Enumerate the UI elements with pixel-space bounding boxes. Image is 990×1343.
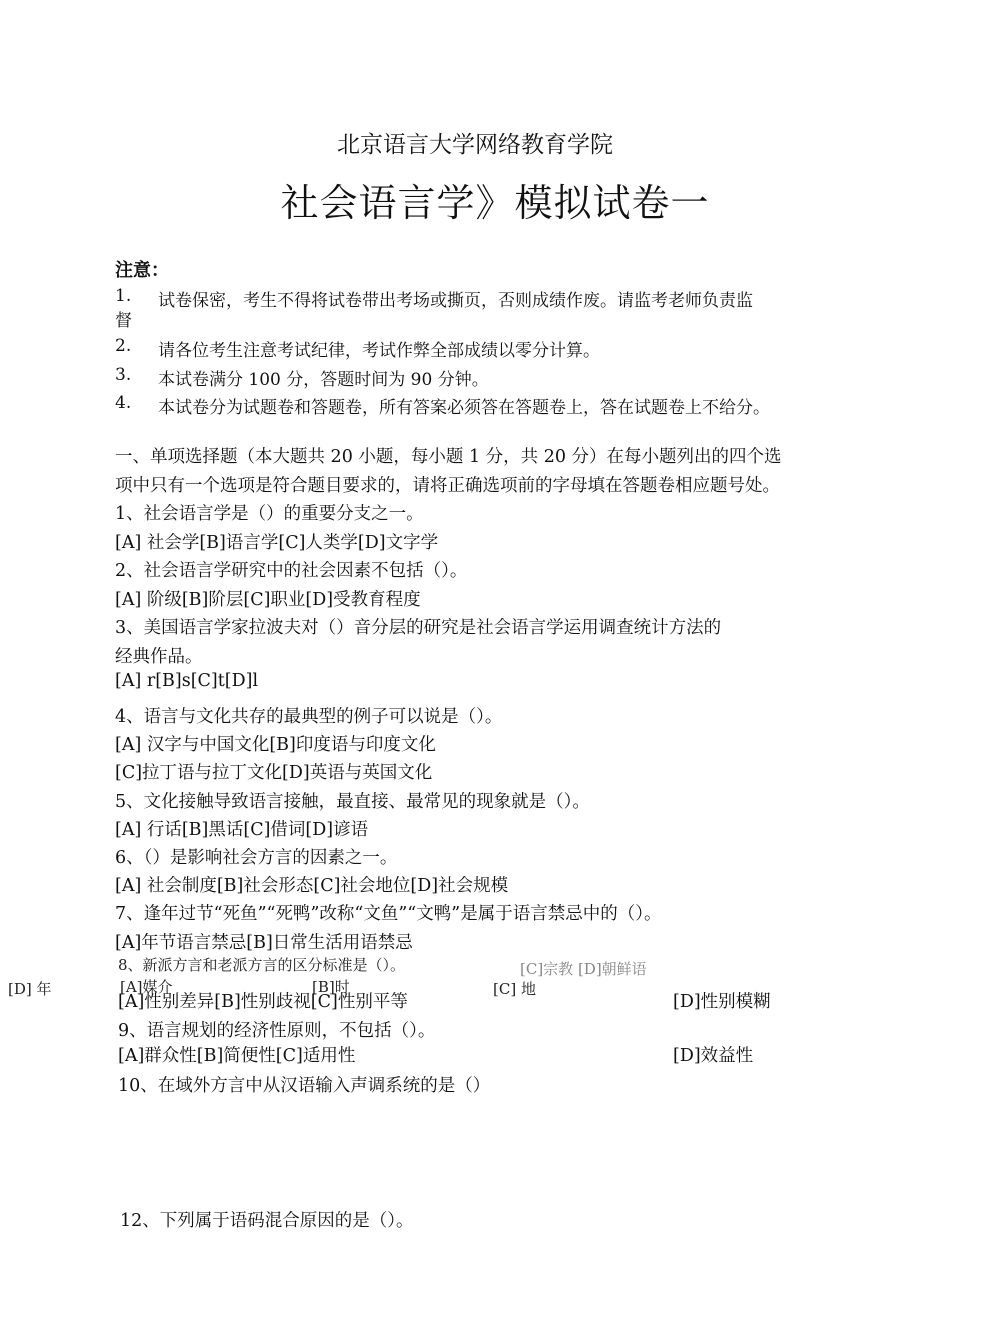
question-8-overlap: 8、新派方言和老派方言的区分标准是（）。 <box>118 956 406 974</box>
question-12: 12、下列属于语码混合原因的是（）。 <box>120 1211 414 1231</box>
exam-title: 社会语言学》模拟试卷一 <box>280 181 710 225</box>
question-9-option-d: [D]效益性 <box>673 1046 754 1066</box>
notice-heading: 注意： <box>115 260 169 281</box>
notice-item-number: 2. <box>115 336 132 356</box>
question-4-options: [C]拉丁语与拉丁文化[D]英语与英国文化 <box>115 763 433 783</box>
question-1: 1、社会语言学是（）的重要分支之一。 <box>115 504 424 524</box>
question-4: 4、语言与文化共存的最典型的例子可以说是（）。 <box>115 707 503 727</box>
question-4-options: [A] 汉字与中国文化[B]印度语与印度文化 <box>115 735 436 755</box>
notice-item-text: 试卷保密，考生不得将试卷带出考场或撕页，否则成绩作废。请监考老师负责监 <box>158 291 753 311</box>
section-intro: 一、单项选择题（本大题共 20 小题，每小题 1 分，共 20 分）在每小题列出的四个选 <box>115 447 782 467</box>
notice-item-wrap: 督 <box>115 311 132 331</box>
question-9-options: [A]群众性[B]简便性[C]适用性 <box>118 1046 356 1066</box>
section-intro: 项中只有一个选项是符合题目要求的，请将正确选项前的字母填在答题卷相应题号处。 <box>115 476 780 496</box>
overlap-options: [C]宗教 [D]朝鲜语 <box>520 960 647 978</box>
notice-item-number: 3. <box>115 365 132 385</box>
notice-item-number: 1. <box>115 286 132 306</box>
overlap-fragment: [A]媒介 <box>120 978 173 996</box>
question-2-options: [A] 阶级[B]阶层[C]职业[D]受教育程度 <box>115 590 421 610</box>
question-8-option-d: [D]性别模糊 <box>673 992 771 1012</box>
question-7: 7、逢年过节“死鱼”“死鸭”改称“文鱼”“文鸭”是属于语言禁忌中的（）。 <box>115 904 662 924</box>
question-8-options: [A]性别差异[B]性别歧视[C]性别平等 <box>118 992 408 1012</box>
notice-item-text: 本试卷分为试题卷和答题卷，所有答案必须答在答题卷上，答在试题卷上不给分。 <box>158 398 770 418</box>
question-5: 5、文化接触导致语言接触，最直接、最常见的现象就是（）。 <box>115 792 590 812</box>
question-9: 9、语言规划的经济性原则，不包括（）。 <box>118 1021 436 1041</box>
overlap-fragment: [D] 年 <box>8 980 52 998</box>
question-3: 3、美国语言学家拉波夫对（）音分层的研究是社会语言学运用调查统计方法的 <box>115 618 722 638</box>
notice-item-number: 4. <box>115 393 132 413</box>
overlap-fragment: [C] 地 <box>493 980 536 998</box>
question-5-options: [A] 行话[B]黑话[C]借词[D]谚语 <box>115 820 369 840</box>
question-3-options: [A] r[B]s[C]t[D]l <box>115 671 259 691</box>
notice-item-text: 请各位考生注意考试纪律，考试作弊全部成绩以零分计算。 <box>158 341 600 361</box>
question-3-continued: 经典作品。 <box>115 647 203 667</box>
question-6-options: [A] 社会制度[B]社会形态[C]社会地位[D]社会规模 <box>115 876 509 896</box>
question-10: 10、在域外方言中从汉语输入声调系统的是（） <box>118 1076 491 1096</box>
overlap-fragment: [B]时 <box>312 978 350 996</box>
notice-item-text: 本试卷满分 100 分，答题时间为 90 分钟。 <box>158 370 489 390</box>
question-1-options: [A] 社会学[B]语言学[C]人类学[D]文字学 <box>115 533 439 553</box>
question-7-options: [A]年节语言禁忌[B]日常生活用语禁忌 <box>115 933 413 953</box>
question-6: 6、（）是影响社会方言的因素之一。 <box>115 848 398 868</box>
question-2: 2、社会语言学研究中的社会因素不包括（）。 <box>115 561 468 581</box>
school-name: 北京语言大学网络教育学院 <box>337 132 613 158</box>
